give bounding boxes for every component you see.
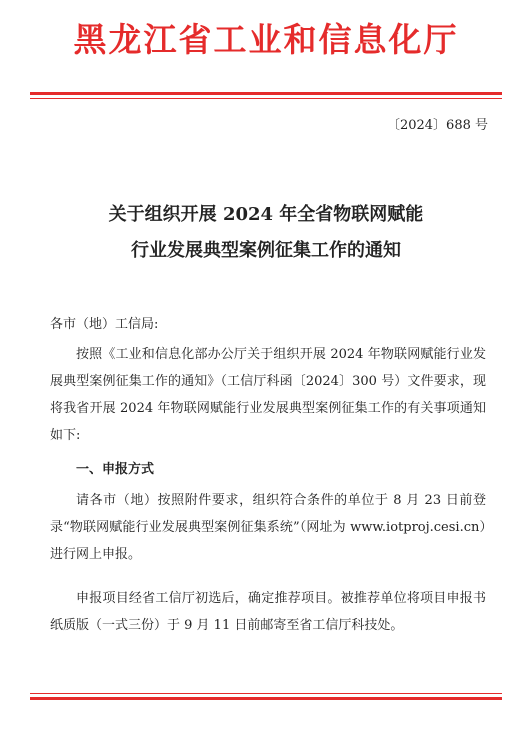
- notice-title-line-2: 行业发展典型案例征集工作的通知: [131, 240, 401, 261]
- review-paragraph: 申报项目经省工信厅初选后，确定推荐项目。被推荐单位将项目申报书纸质版（一式三份）于 9 月 11 日前邮寄至省工信厅科技处。: [50, 591, 486, 633]
- footer-rule-thin: [30, 693, 502, 694]
- notice-title-line-1: 关于组织开展 2024 年全省物联网赋能: [108, 204, 424, 225]
- letterhead-rule-thick: [30, 92, 502, 95]
- footer-rule-thick: [30, 697, 502, 700]
- intro-paragraph: 按照《工业和信息化部办公厅关于组织开展 2024 年物联网赋能行业发展典型案例征集工作的通知》（工信厅科函〔2024〕300 号）文件要求，现将我省开展 2024 年物联网赋能行业发展典型案例征集工作的有关事项通知如下:: [50, 347, 486, 443]
- section-heading: 一、申报方式: [76, 462, 155, 477]
- submission-paragraph: 请各市（地）按照附件要求，组织符合条件的单位于 8 月 23 日前登录“物联网赋能行业发展典型案例征集系统”（网址为 www.iotproj.cesi.cn）进行网上申报。: [50, 493, 486, 562]
- document-number: 〔2024〕688 号: [386, 118, 488, 133]
- letterhead-title: 黑龙江省工业和信息化厅: [73, 20, 459, 59]
- letterhead-rule-thin: [30, 98, 502, 99]
- salutation: 各市（地）工信局:: [50, 317, 159, 332]
